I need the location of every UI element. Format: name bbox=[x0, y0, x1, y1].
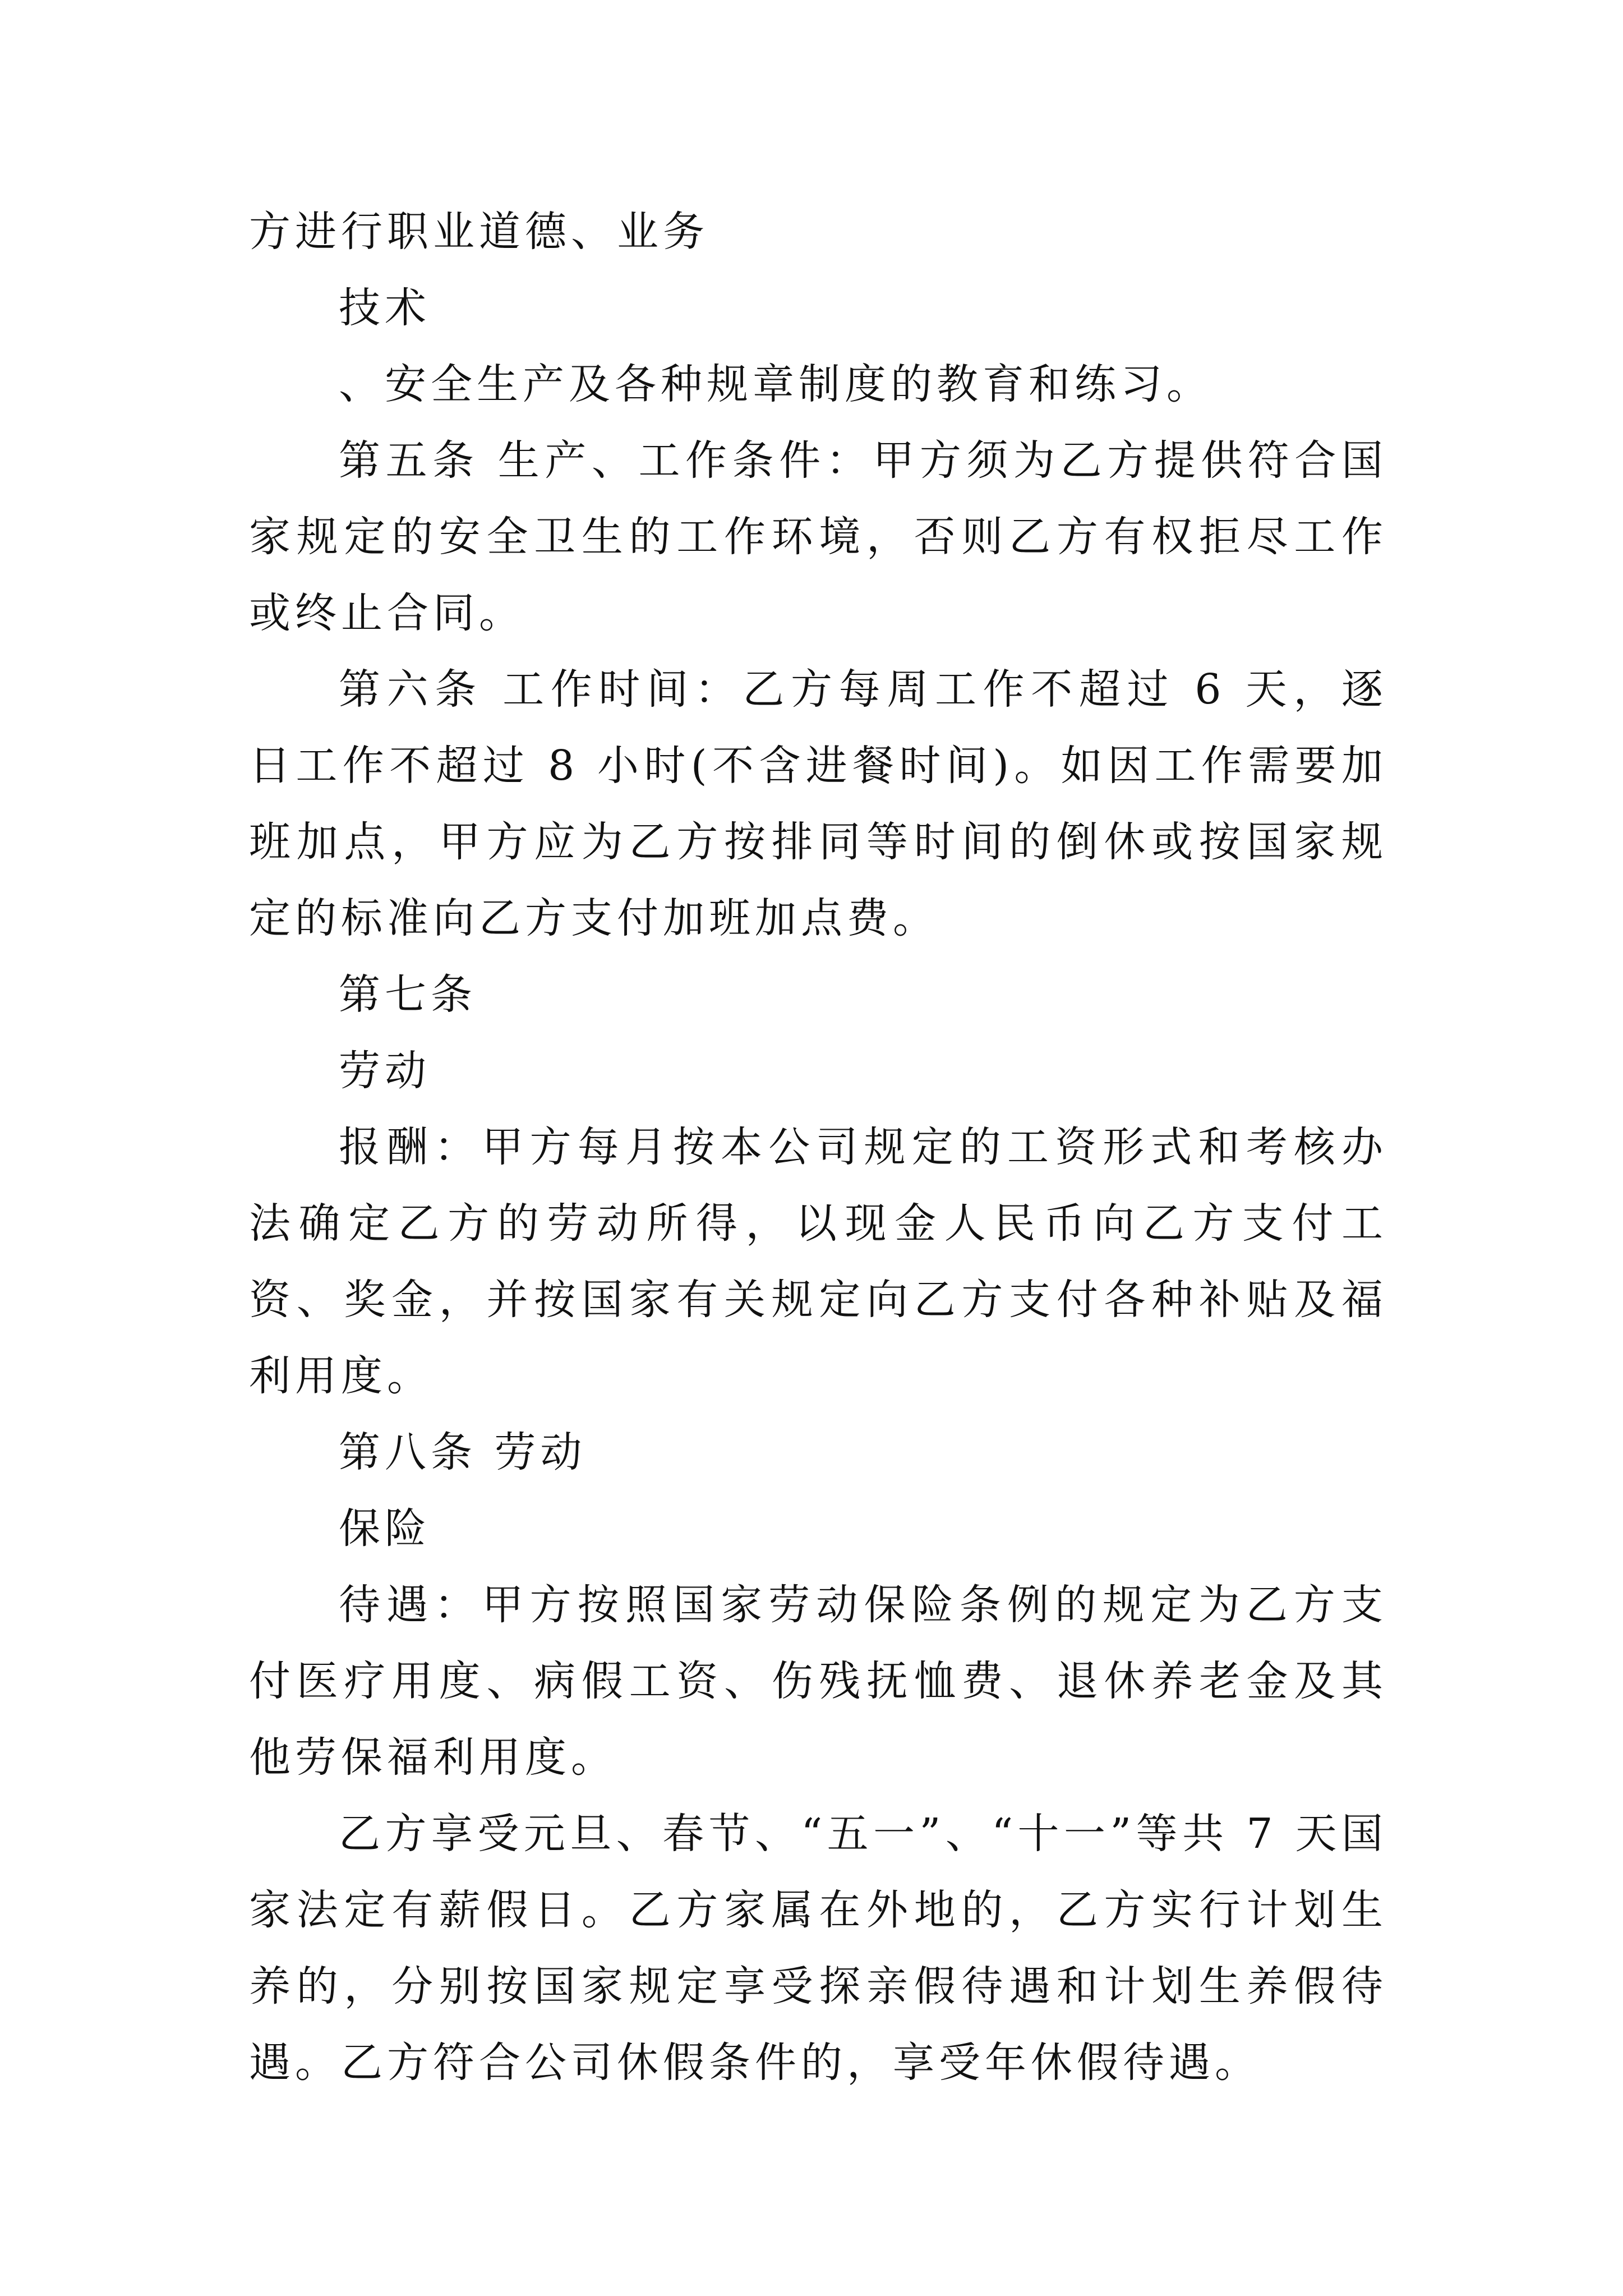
holiday-leave-paragraph: 乙方享受元旦、春节、“五一”、“十一”等共 7 天国家法定有薪假日。乙方家属在外地的，乙方实行计划生养的，分别按国家规定享受探亲假待遇和计划生养假待遇。乙方符合公司休假条件的，享受年休假待遇。 bbox=[249, 1810, 1387, 2087]
article-7-remuneration: 报酬：甲方每月按本公司规定的工资形式和考核办法确定乙方的劳动所得，以现金人民币向乙方支付工资、奖金，并按国家有关规定向乙方支付各种补贴及福利用度。 bbox=[249, 1123, 1387, 1400]
paragraph-continuation: 方进行职业道德、业务 bbox=[249, 208, 709, 256]
document-body bbox=[249, 194, 1387, 2101]
paragraph-fragment-technology: 技术 bbox=[339, 284, 431, 332]
paragraph-fragment-safety: 、安全生产及各种规章制度的教育和练习。 bbox=[339, 360, 1212, 408]
article-5-working-conditions: 第五条 生产、工作条件：甲方须为乙方提供符合国家规定的安全卫生的工作环境，否则乙方有权拒尽工作或终止合同。 bbox=[249, 436, 1387, 637]
article-7-heading-labor: 劳动 bbox=[339, 1047, 431, 1095]
article-6-working-hours: 第六条 工作时间：乙方每周工作不超过 6 天，逐日工作不超过 8 小时(不含进餐时间)。如因工作需要加班加点，甲方应为乙方按排同等时间的倒休或按国家规定的标准向乙方支付加班加点费。 bbox=[249, 665, 1387, 942]
article-8-heading: 第八条 劳动 bbox=[339, 1428, 587, 1476]
article-7-heading: 第七条 bbox=[339, 970, 477, 1019]
article-8-insurance-benefits: 待遇：甲方按照国家劳动保险条例的规定为乙方支付医疗用度、病假工资、伤残抚恤费、退休养老金及其他劳保福利用度。 bbox=[249, 1581, 1387, 1782]
article-8-heading-insurance: 保险 bbox=[339, 1504, 431, 1553]
